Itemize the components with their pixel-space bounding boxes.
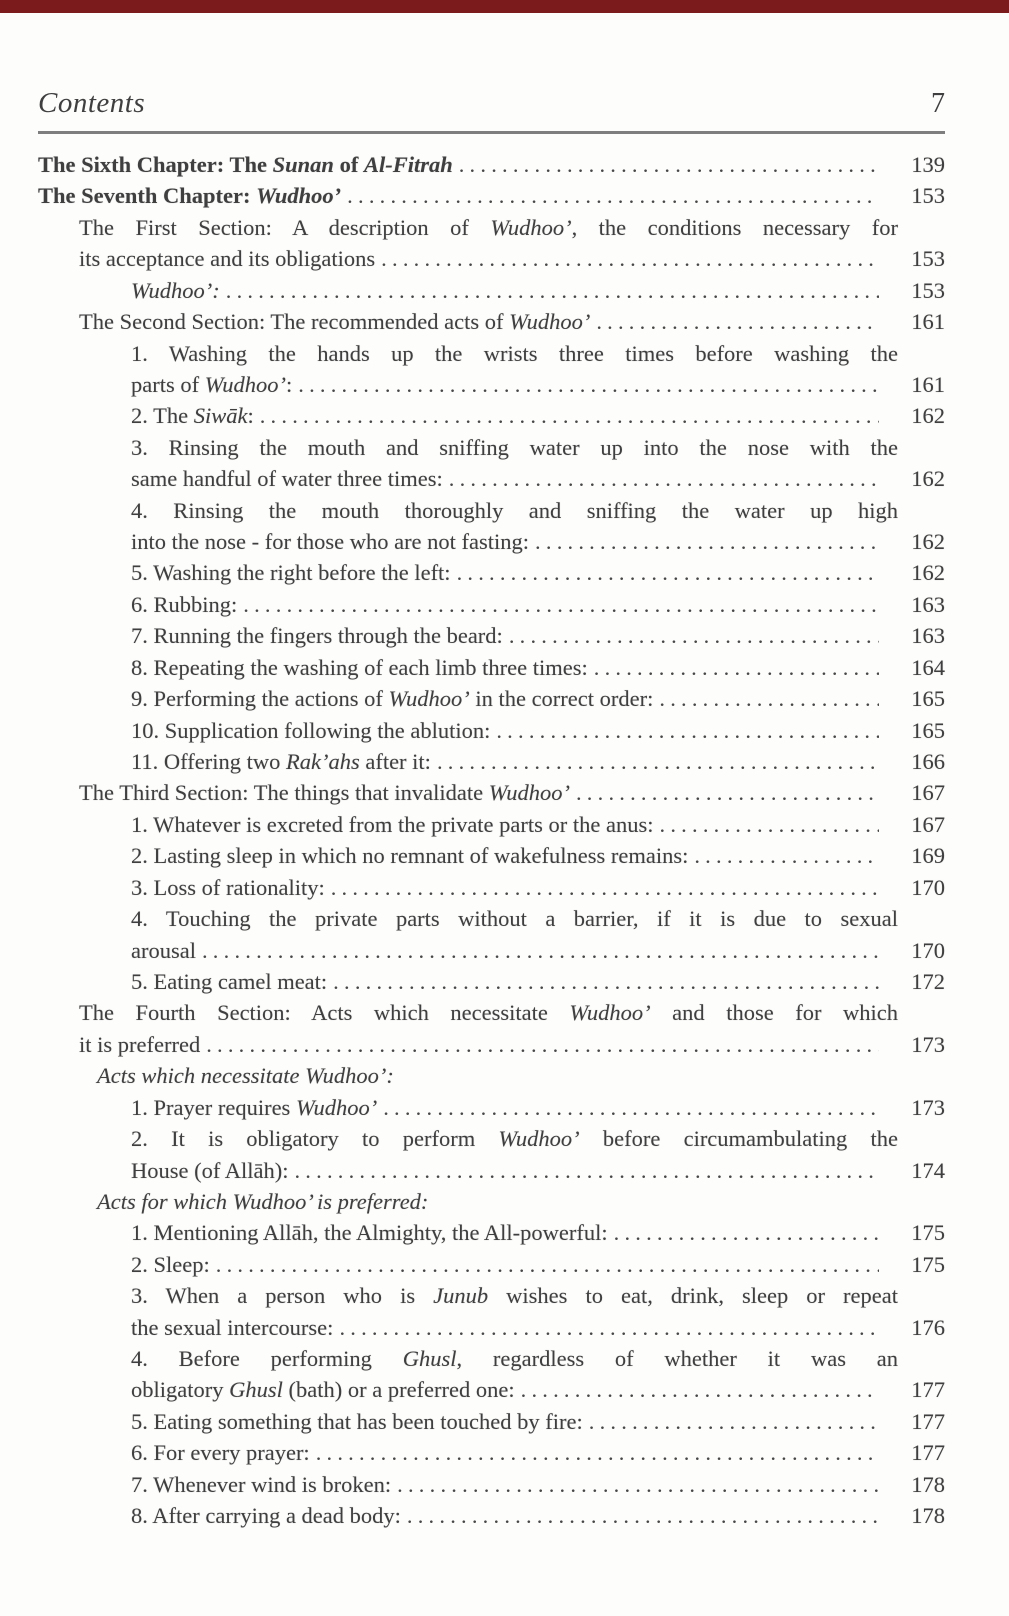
toc-page-number: 177 [911,1440,945,1466]
toc-entry [38,180,945,211]
toc-page-number: 164 [911,654,945,680]
toc-entry [131,966,945,997]
toc-entry-last-line [131,809,945,840]
toc-entry [131,715,945,746]
toc-entry-text-line: 4. Rinsing the mouth thoroughly and sniffing the water up high [131,497,898,523]
toc-entry-text: 5. Eating camel meat: [131,968,328,994]
toc-entry-text: Acts for which Wudhoo’ is preferred: [97,1188,429,1214]
toc-page-number: 162 [911,560,945,586]
dot-leader [331,872,879,903]
toc-page-number: 163 [911,623,945,649]
toc-entry-text: into the nose - for those who are not fasting: [131,529,530,555]
toc-page-number: 161 [911,371,945,397]
toc-page-number: 175 [911,1251,945,1277]
toc-entry-text-line: 1. Washing the hands up the wrists three times before washing the [131,340,898,366]
toc-entry-text: 9. Performing the actions of Wudhoo’ in the correct order: [131,686,654,712]
header-rule [38,131,945,134]
toc-entry [131,1092,945,1123]
dot-leader [521,1374,879,1405]
toc-page-number: 169 [911,843,945,869]
toc-entry-last-line [79,777,945,808]
dot-leader [226,275,879,306]
toc-entry-last-line [131,840,945,871]
toc-entry-last-line [97,1186,945,1217]
dot-leader [397,1469,879,1500]
toc-entry [131,1500,945,1531]
dot-leader [437,746,879,777]
toc [38,149,945,1532]
toc-entry-last-line [79,243,945,274]
toc-entry-text: 1. Mentioning Allāh, the Almighty, the All-powerful: [131,1220,608,1246]
toc-entry-last-line [131,1092,945,1123]
toc-entry-text-line: 3. When a person who is Junub wishes to eat, drink, sleep or repeat [131,1283,898,1309]
toc-entry-last-line [38,149,945,180]
toc-entry-last-line [131,526,945,557]
toc-entry [131,400,945,431]
toc-entry-text: The Third Section: The things that invalidate Wudhoo’ [79,780,570,806]
toc-page-number: 173 [911,1031,945,1057]
toc-page-number: 177 [911,1377,945,1403]
dot-leader [596,306,879,337]
toc-page-number: 174 [911,1157,945,1183]
dot-leader [316,1437,879,1468]
toc-entry-text: 5. Washing the right before the left: [131,560,451,586]
toc-entry-last-line [131,1469,945,1500]
toc-entry-last-line [97,1060,945,1091]
toc-entry-last-line [38,180,945,211]
toc-page-number: 173 [911,1094,945,1120]
toc-page-number: 139 [911,152,945,177]
dot-leader [576,777,879,808]
toc-entry [131,1343,945,1406]
toc-entry [131,903,945,966]
toc-entry-last-line [131,1437,945,1468]
toc-page-number: 165 [911,717,945,743]
toc-entry-last-line [131,1500,945,1531]
dot-leader [202,935,879,966]
toc-entry-text: 2. The Siwāk: [131,403,254,429]
dot-leader [496,715,879,746]
dot-leader [206,1029,879,1060]
toc-entry-last-line [79,306,945,337]
toc-page-number: 165 [911,686,945,712]
toc-page-number: 162 [911,529,945,555]
toc-entry-text: 6. For every prayer: [131,1440,310,1466]
dot-leader [347,180,879,211]
toc-entry-text: 7. Running the fingers through the beard: [131,623,503,649]
toc-entry [131,1280,945,1343]
toc-entry-text: its acceptance and its obligations [79,246,376,272]
toc-entry [131,1123,945,1186]
toc-entry-text-line: 3. Rinsing the mouth and sniffing water up into the nose with the [131,434,898,460]
toc-entry-last-line [131,1312,945,1343]
book-cover-edge [0,0,1009,13]
toc-entry-text: 11. Offering two Rak’ahs after it: [131,749,431,775]
toc-entry-last-line [131,1406,945,1437]
toc-entry-text-line: 2. It is obligatory to perform Wudhoo’ before circumambulating the [131,1126,898,1152]
toc-entry [131,1469,945,1500]
toc-entry-text: 1. Whatever is excreted from the private parts or the anus: [131,811,654,837]
dot-leader [339,1312,879,1343]
toc-entry-text: 2. Sleep: [131,1251,210,1277]
dot-leader [407,1500,879,1531]
toc-entry-last-line [131,872,945,903]
toc-entry-last-line [131,652,945,683]
dot-leader [459,149,879,180]
toc-entry-text: The Seventh Chapter: Wudhoo’ [38,183,342,209]
toc-entry-text: House (of Allāh): [131,1157,289,1183]
toc-entry [38,149,945,180]
dot-leader [381,243,879,274]
toc-entry-text: arousal [131,937,196,963]
toc-entry-text: 10. Supplication following the ablution: [131,717,491,743]
toc-page-number: 162 [911,466,945,492]
toc-page-number: 153 [911,277,945,303]
toc-entry-text: 7. Whenever wind is broken: [131,1471,392,1497]
toc-entry [131,589,945,620]
toc-entry-last-line [131,1249,945,1280]
toc-page-number: 166 [911,749,945,775]
toc-entry-last-line [131,589,945,620]
toc-entry-last-line [131,715,945,746]
dot-leader [216,1249,879,1280]
toc-entry-text: 8. Repeating the washing of each limb three times: [131,654,588,680]
toc-entry-last-line [131,1155,945,1186]
toc-entry [131,338,945,401]
toc-entry-last-line [131,369,945,400]
toc-entry-last-line [131,935,945,966]
toc-entry [79,212,945,275]
toc-entry [131,746,945,777]
toc-entry-text: the sexual intercourse: [131,1314,334,1340]
toc-entry-text: 1. Prayer requires Wudhoo’ [131,1094,378,1120]
toc-entry-text: The Sixth Chapter: The Sunan of Al-Fitrah [38,152,453,177]
toc-page-number: 170 [911,874,945,900]
dot-leader [333,966,879,997]
dot-leader [589,1406,879,1437]
toc-entry [79,306,945,337]
toc-entry-text: Acts which necessitate Wudhoo’: [97,1063,394,1089]
page-header [38,86,945,121]
toc-page-number: 163 [911,591,945,617]
toc-entry [131,840,945,871]
dot-leader [243,589,879,620]
toc-entry-text: 3. Loss of rationality: [131,874,325,900]
toc-page-number: 172 [911,968,945,994]
toc-entry-text: same handful of water three times: [131,466,443,492]
toc-entry [131,432,945,495]
toc-entry [131,652,945,683]
dot-leader [383,1092,879,1123]
toc-page-number: 170 [911,937,945,963]
toc-entry [131,1406,945,1437]
toc-entry [131,809,945,840]
toc-entry-text-line: The Fourth Section: Acts which necessitate Wudhoo’ and those for which [79,1000,898,1026]
toc-entry-text: 5. Eating something that has been touched by fire: [131,1408,583,1434]
toc-page-number: 161 [911,309,945,335]
toc-entry-last-line [131,746,945,777]
toc-entry [131,1249,945,1280]
dot-leader [594,652,879,683]
toc-entry [97,1186,945,1217]
toc-entry-last-line [131,400,945,431]
dot-leader [660,809,879,840]
dot-leader [614,1217,879,1248]
toc-entry-last-line [131,557,945,588]
dot-leader [509,620,879,651]
toc-entry-text: 6. Rubbing: [131,591,238,617]
toc-entry-last-line [131,683,945,714]
toc-entry-text-line: The First Section: A description of Wudhoo’, the conditions necessary for [79,214,898,240]
toc-page-number: 175 [911,1220,945,1246]
toc-page-number: 178 [911,1471,945,1497]
dot-leader [457,557,879,588]
toc-entry-last-line [131,620,945,651]
toc-page-number: 153 [911,183,945,209]
dot-leader [694,840,879,871]
toc-entry-last-line [131,966,945,997]
toc-entry-text: it is preferred [79,1031,201,1057]
toc-page-number: 176 [911,1314,945,1340]
page-title: Contents [38,87,146,119]
toc-entry-text: The Second Section: The recommended acts of Wudhoo’ [79,309,591,335]
dot-leader [449,463,879,494]
toc-page-number: 177 [911,1408,945,1434]
toc-entry-last-line [79,1029,945,1060]
toc-entry [79,777,945,808]
dot-leader [298,369,879,400]
toc-page-number: 153 [911,246,945,272]
toc-entry-last-line [131,275,945,306]
toc-entry-text: 8. After carrying a dead body: [131,1503,401,1529]
toc-entry-text: Wudhoo’: [131,277,220,303]
toc-entry [131,275,945,306]
toc-entry [131,557,945,588]
toc-page-number: 167 [911,780,945,806]
folio-page-number: 7 [931,88,945,119]
toc-entry-text-line: 4. Before performing Ghusl, regardless of whether it was an [131,1346,899,1372]
toc-entry [97,1060,945,1091]
toc-page-number: 167 [911,811,945,837]
toc-page-number: 178 [911,1503,945,1529]
toc-entry [79,997,945,1060]
toc-entry-text: parts of Wudhoo’: [131,371,293,397]
toc-entry-text-line: 4. Touching the private parts without a barrier, if it is due to sexual [131,906,898,932]
dot-leader [260,400,879,431]
toc-entry [131,683,945,714]
toc-entry [131,1217,945,1248]
dot-leader [659,683,879,714]
toc-entry-text: obligatory Ghusl (bath) or a preferred one: [131,1377,515,1403]
toc-entry [131,872,945,903]
dot-leader [535,526,879,557]
toc-entry [131,495,945,558]
toc-entry-last-line [131,1374,945,1405]
toc-page-number: 162 [911,403,945,429]
toc-entry-text: 2. Lasting sleep in which no remnant of wakefulness remains: [131,843,689,869]
toc-entry-last-line [131,463,945,494]
toc-entry [131,1437,945,1468]
toc-entry [131,620,945,651]
toc-entry-last-line [131,1217,945,1248]
dot-leader [294,1155,879,1186]
